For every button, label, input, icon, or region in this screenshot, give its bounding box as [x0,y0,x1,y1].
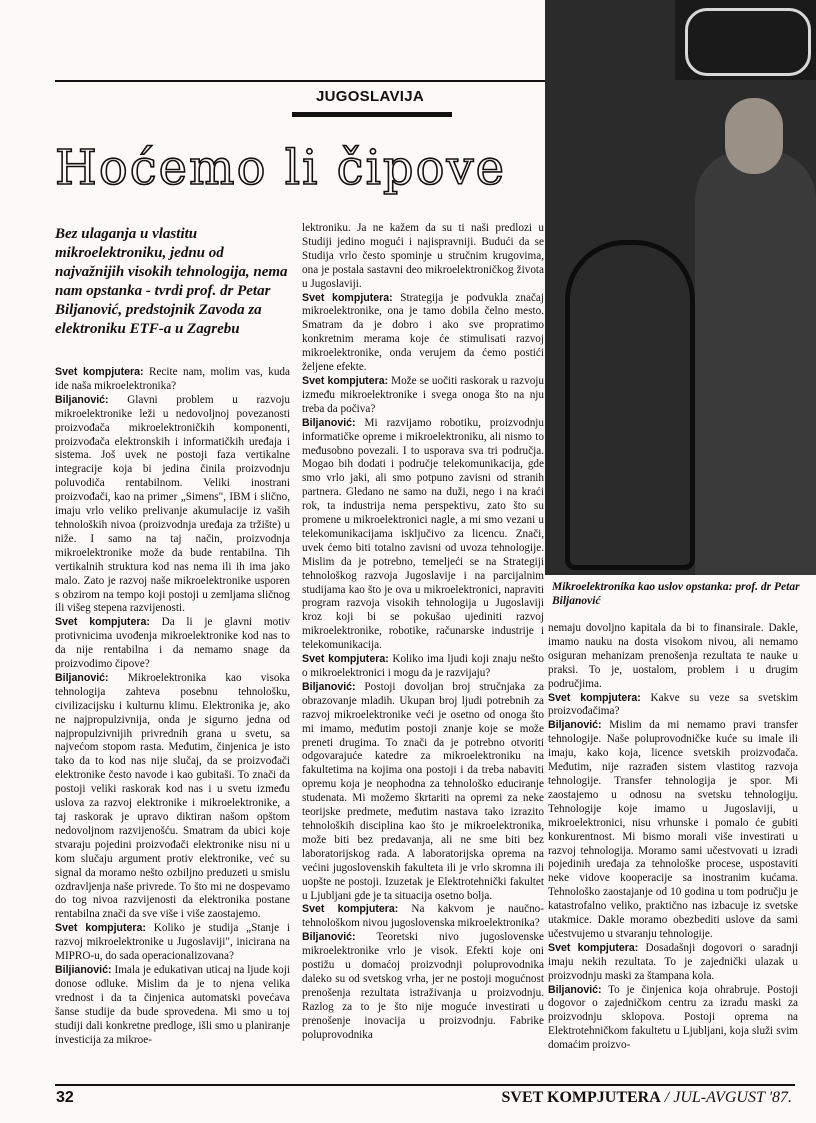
speaker-label: Svet kompjutera: [302,903,399,916]
paragraph-text: Koliko ima ljudi koji znaju nešto o mikroelektronici i mogu da je razvijaju? [302,653,544,679]
paragraph-text: Na kakvom je naučno-tehnološkom nivou jugoslovenska mikroelektronika? [302,903,545,930]
page-number: 32 [56,1089,74,1106]
paragraph-text: Da li je glavni motiv protivnicima uvođenja mikroelektronike kod nas to da nije rentabilna i da nemamo snage da proizvodimo čipove? [55,616,291,671]
paragraph [548,622,798,692]
text-column-1 [55,366,290,1047]
paragraph-text: Dosadašnji dogovori o saradnji imaju nekih rezultata. To je zajednički ulazak u proizvodnju maski za štampana kola. [548,941,799,982]
text-column-2 [302,222,544,1042]
paragraph-text: Koliko je studija „Stanje i razvoj mikroelektronike u Jugoslaviji", inicirana na MIPRO-u, do sada operacionalizovana? [55,922,290,963]
paragraph-text: Teoretski nivo jugoslovenske mikroelektronike vrlo je visok. Efekti koje oni postižu u domaćoj proizvodnji poluprovodnika daleko su od svetskog vrha, jer ne postoji mogućnost prenošenja rezultata istraživanja u proizvodnju. Razlog za to je što nije moguće investirati u prenošenje inovacija u proizvodnju. Fabrike poluprovodnika [302,931,544,1041]
text-column-3 [548,622,798,1053]
paragraph [302,292,544,375]
paragraph-text: Mi razvijamo robotiku, proizvodnju informatičke opreme i mikroelektroniku, ali nismo to međusobno povezali. I to usporava sva tri područja. Mogao bih dodati i područje telekomunikacija, gde smo vrlo jaki, ali smo potpuno zavisni od stranih partnera. Gledano ne samo na duži, nego i na kraći rok, ta industrija nema perspektivu, zato što su promene u mikroelektronici nagle, a mi smo vezani u telekomunikacijama isključivo za licencu. Znači, uvek ćemo biti totalno zavisni od uvoza tehnologije. Mislim da je potrebno, temeljeći se na Strategiji tehnološkog razvoja Jugoslavije i na parcijalnim studijama kao što je ova u mikroelektronici, napraviti program razvoja visokih tehnologija u Jugoslaviji kroz koji bi se pokušao ujediniti razvoj mikroelektronike, robotike, računarske industrije i telekomunikacija. [302,416,544,652]
speaker-label: Biljianović: [55,963,112,976]
footer-rule [55,1084,795,1086]
footer-magazine: SVET KOMPJUTERA [501,1089,661,1106]
speaker-label: Biljanović: [302,931,356,944]
paragraph [302,375,544,417]
speaker-label: Svet kompjutera: [302,291,393,304]
paragraph-text: Imala je edukativan uticaj na ljude koji donose odluke. Mislim da je to njena velika vrednost i da ta činjenica automatski povećava šanse studije da bude sprovedena. Mi smo u toj studiji dali konkretne predloge, išli smo u planiranje investicija za mikroe- [55,963,290,1046]
article-lead: Bez ulaganja u vlastitu mikroelektroniku, jednu od najvažnijih visokih tehnologija, nema nam opstanka - tvrdi prof. dr Petar Biljanović, predstojnik Zavoda za elektroniku ETF-a u Zagrebu [55,226,288,337]
portrait-photo [545,0,816,575]
section-bar [292,112,452,117]
speaker-label: Svet kompjutera: [55,616,150,629]
article-title: Hoćemo li čipove [55,140,507,196]
speaker-label: Biljanović: [548,983,602,996]
speaker-label: Biljanović: [302,680,356,693]
photo-person-body [695,150,816,575]
speaker-label: Biljanović: [55,671,109,684]
paragraph [55,672,290,922]
paragraph-text: Mislim da mi nemamo pravi transfer tehnologije. Naše poluprovodničke kuće su imale ili imaju, kako koja, licence svetskih proizvođača. Međutim, nije razrađen sistem vlastitog razvoja tehnologije. Transfer tehnologija je spor. Mi zaostajemo u odnosu na svetsku tehnologiju. Tehnologije koje imamo u Jugoslaviji, u mikroelektronici, nisu vrhunske i pomalo će gubiti konkurentnost. Mi bismo morali više investirati u razvoj tehnologija. Moramo sami učestvovati u izradi pojedinih uređaja za tehnološke procese, uspostaviti neke vidove kooperacije sa inostranim kućama. Tehnološko zaostajanje od 10 godina u tom području je katastrofalno veliko, praktično nas izbacuje iz svetske utakmice. Dakle moramo obezbediti uslove da sami učestvujemo u stvaranju tehnologije. [548,719,798,940]
speaker-label: Svet kompjutera: [302,374,389,387]
top-rule [55,80,545,82]
speaker-label: Svet kompjutera: [55,366,144,378]
paragraph [302,681,544,904]
footer-publication [502,1089,793,1107]
paragraph-text: Može se uočiti raskorak u razvoju između mikroelektronike i svega onoga što na nju treba da počiva? [302,374,544,415]
paragraph [302,222,544,292]
paragraph-text: lektroniku. Ja ne kažem da su ti naši predlozi u Studiji jedino mogući i najispravniji. Budući da se Studija vrlo često spominje u stručnim krugovima, ona je postala sastavni deo mikroelektroničkog života u Jugoslaviji. [302,222,544,290]
paragraph [548,719,798,942]
paragraph-text: Recite nam, molim vas, kuda ide naša mikroelektronika? [55,366,290,392]
speaker-label: Svet kompjutera: [55,922,146,935]
footer-issue: / JUL-AVGUST '87. [660,1089,792,1106]
paragraph [548,984,798,1054]
paragraph-text: nemaju dovoljno kapitala da bi to finansirale. Dakle, imamo nauku na dosta visokom nivou, ali nemamo osiguran mehanizam prenošenja rezultata te nauke u praksi. To je, uostalom, problem i u drugim područjima. [548,622,798,690]
paragraph [302,417,544,653]
photo-background-loop [685,8,811,76]
section-label: JUGOSLAVIJA [315,88,425,105]
photo-caption: Mikroelektronika kao uslov opstanka: prof. dr Petar Biljanović [552,581,800,607]
speaker-label: Svet kompjutera: [548,691,641,704]
paragraph-text: Glavni problem u razvoju mikroelektronike leži u nedovoljnoj povezanosti proizvođača mikroelektroničkih komponenti, proizvođača elektronskih i informatičkih uređaja i sistema. Još uvek ne postoji faza vertikalne integracije koja bi jedina činila proizvodnju poluvodiča rentabilnom. Veliki inostrani proizvođači, kao na primer „Simens", IBM i slično, imaju vrlo veliko prelivanje akumulacije iz vaših tehnoloških nivoa (proizvodnja uređaja za tržište) u niže. I samo na taj način, proizvodnja mikroelektronike može da bude rentabilna. Tih vertikalnih struktura kod nas nema ili ih ima jako malo. Zato je razvoj naše mikroelektronike usporen s obzirom na tempo koji postoji u zemljama sličnog ili višeg stepena razvijenosti. [55,393,290,615]
paragraph [55,922,290,964]
paragraph [548,942,798,984]
speaker-label: Biljanović: [548,719,602,732]
speaker-label: Svet kompjutera: [302,653,389,666]
paragraph [55,394,290,617]
photo-chair [565,240,695,570]
paragraph-text: To je činjenica koja ohrabruje. Postoji dogovor o zajedničkom centru za izradu maski za proizvodnju sklopova. Postoji oprema na Elektrotehničkom fakultetu u Ljubljani, koja služi svim domaćim proizvo- [548,983,798,1052]
speaker-label: Biljanović: [302,416,356,429]
paragraph [302,653,544,681]
speaker-label: Biljanović: [55,393,109,406]
paragraph [55,964,290,1047]
paragraph-text: Strategija je podvukla značaj mikroelektronike, ona je tamo dobila čelno mesto. Smatram da je dobro i ako sve propratimo konkretnim merama koje će stimulisati razvoj mikroelektronike, onda verujem da ćemo postići željene efekte. [302,291,544,374]
speaker-label: Svet kompjutera: [548,941,639,954]
paragraph-text: Mikroelektronika kao visoka tehnologija zahteva posebnu tehnološku, civilizacijsku i kulturnu klimu. Elektronika je, ako ne najpropulzivnija, onda je sigurno jedna od najpropulzivnijih privrednih grana u svetu, sa najvećom stopom rasta. Međutim, činjenica je isto tako da to kod nas nije slučaj, da se proizvođači elektronike često navode i kao gubitaši. To znači da postoji veliki raskorak kod nas i u svetu između uslova za razvoj elektronike i mikroelektronike, a taj raskorak je upravo diktiran našom opštom nedovoljnom razvijenošću. Smatram da ubici koje stvaraju pojedini proizvođači elektronike nisu ni u kom slučaju argument protiv elektronike, već su signal da moramo nešto ozbiljno preduzeti u smislu ozdravljenja naše privrede. To što mi ne dospevamo do tog nivoa razvijenosti da elektronika postane rentabilna znači da sve više i više zaostajemo. [55,671,290,921]
paragraph-text: Postoji dovoljan broj stručnjaka za obrazovanje mladih. Ukupan broj ljudi potrebnih za razvoj mikroelektronike veći je osetno od onoga što mi imamo, međutim postoji znanje koje se može preneti drugima. To znači da je potrebno otvoriti odgovarajuće katedre za mikroelektroniku na fakultetima na kojima ona postoji i da treba nabaviti opremu koja je neophodna za tehnološko educiranje studenata. Mi možemo škrtariti na opremi za neke teorijske predmete, međutim nastava tako izrazito tehnoloških disciplina kao što je mikroelektronika, može biti bez predavanja, ali ne sme biti bez laboratorijskog rada. A laboratorijska oprema na većini jugoslovenskih fakulteta ili je vrlo skromna ili uopšte ne postoji. Izuzetak je Elektrotehnički fakultet u Ljubljani gde je ta situacija osetno bolja. [302,680,544,902]
paragraph [302,903,544,931]
paragraph [548,692,798,720]
paragraph [55,366,290,394]
paragraph [55,616,290,672]
paragraph [302,931,544,1042]
photo-person-head [725,98,783,174]
paragraph-text: Kakve su veze sa svetskim proizvođačima? [548,691,799,718]
